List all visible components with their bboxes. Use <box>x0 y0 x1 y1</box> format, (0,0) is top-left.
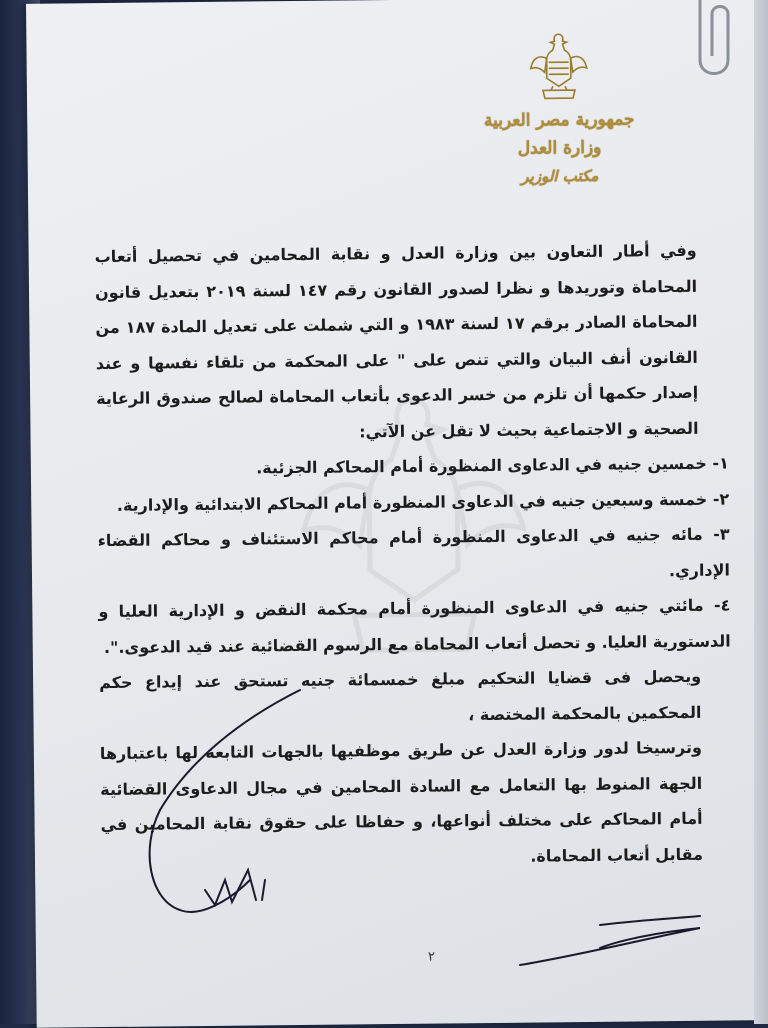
page-number: ٢ <box>427 949 436 965</box>
letterhead-ministry: وزارة العدل <box>517 137 602 159</box>
list-item: ١- خمسين جنيه في الدعاوى المنظورة أمام المحاكم الجزئية. <box>256 453 729 478</box>
list-item: ٣- مائه جنيه في الدعاوى المنظورة أمام محاكم الاستئناف و محاكم القضاء الإداري. <box>97 524 731 580</box>
letter-body <box>94 232 733 878</box>
list-item: ٢- خمسة وسبعين جنيه في الدعاوى المنظورة أمام المحاكم الابتدائية والإدارية. <box>116 488 730 515</box>
letterhead-country: جمهورية مصر العربية <box>483 109 635 132</box>
intro-paragraph: وفي أطار التعاون بين وزارة العدل و نقابة المحامين في تحصيل أتعاب المحاماة وتوريدها و نظرا لصدور القانون رقم ١٤٧ لسنة ٢٠١٩ بتعديل قانون المحاماة الصادر برقم ١٧ لسنة ١٩٨٣ و التي شملت على تعديل المادة ١٨٧ من القانون أنف البيان والتي تنص على " على المحكمة من تلقاء نفسها و عند إصدار حكمها أن تلزم من خسر الدعوى بأتعاب المحاماة لصالح صندوق الرعاية الصحية و الاجتماعية بحيث لا تقل عن الآتي: <box>94 240 699 441</box>
page-edge <box>754 0 768 1024</box>
letterhead <box>458 27 660 191</box>
list-item: ٤- مائتي جنيه في الدعاوى المنظورة أمام محكمة النقض و الإدارية العليا و الدستورية العليا. و تحصل أتعاب المحاماة مع الرسوم القضائية عند قيد الدعوى.". <box>98 595 731 657</box>
arbitration-paragraph: ويحصل فى قضايا التحكيم مبلغ خمسمائة جنيه تستحق عند إيداع حكم المحكمين بالمحكمة المختصة ، <box>99 666 702 724</box>
document-page <box>26 0 767 1028</box>
paperclip-icon <box>690 0 740 90</box>
letterhead-office: مكتب الوزير <box>521 166 599 186</box>
closing-paragraph: وترسيخا لدور وزارة العدل عن طريق موظفيها بالجهات التابعة لها باعتبارها الجهة المنوط بها التعامل مع السادة المحامين في مجال الدعاوى القضائية أمام المحاكم على مختلف أنواعها، و حفاظا على حقوق نقابة المحامين في مقابل أتعاب المحاماة. <box>99 737 704 866</box>
eagle-emblem-icon <box>526 28 591 107</box>
